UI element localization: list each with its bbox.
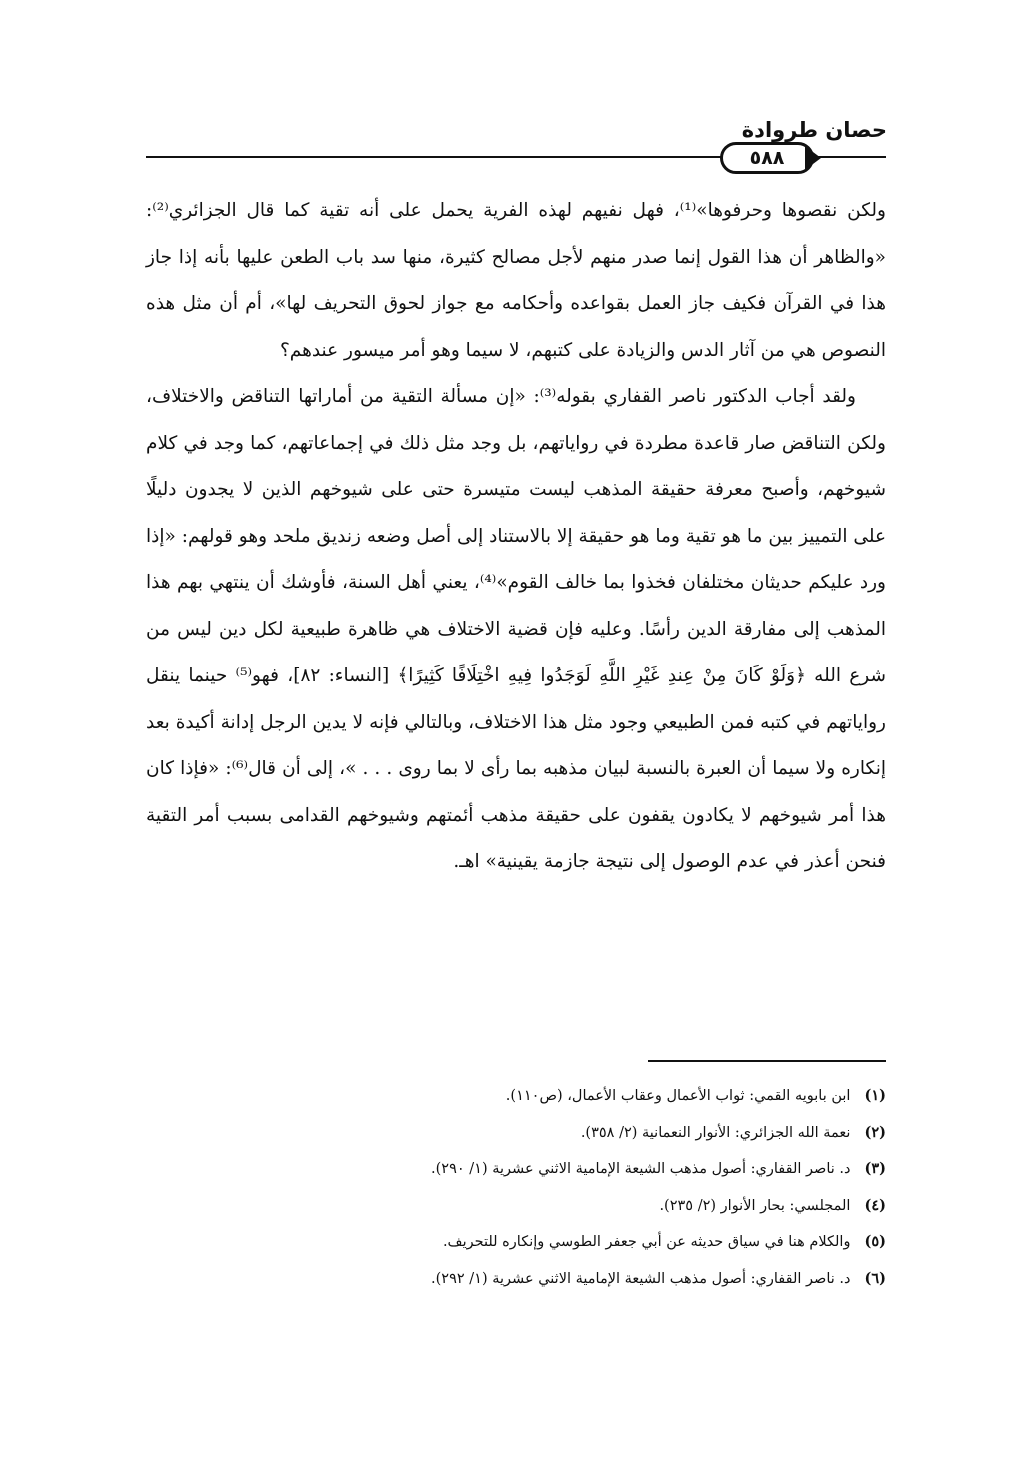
running-header-title: حصان طروادة [741,118,887,142]
main-text [146,188,886,886]
footnote-number: (٦) [864,1269,886,1287]
footnote-text: المجلسي: بحار الأنوار (٢/ ٢٣٥). [659,1197,851,1214]
footnote-number: (٥) [864,1233,886,1251]
footnote-number: (٤) [864,1196,886,1214]
page-number-badge: ٥٨٨ [720,142,814,174]
footnote-4 [146,1188,886,1225]
footnotes-list [146,1078,886,1298]
footnote-1 [146,1078,886,1115]
paragraph-1: ولكن نقصوها وحرفوها»⁽¹⁾، فهل نفيهم لهذه الفرية يحمل على أنه تقية كما قال الجزائري⁽²⁾: «والظاهر أن هذا القول إنما صدر منهم لأجل مصالح كثيرة، منها سد باب الطعن عليها بأنه إذا جاز هذا في القرآن فكيف جاز العمل بقواعده وأحكامه مع جواز لحوق التحريف لها»، أم أن مثل هذه النصوص هي من آثار الدس والزيادة على كتبهم، لا سيما وهو أمر ميسور عندهم؟ [146,200,886,361]
page-number-badge-arrow [805,146,821,170]
footnote-5 [146,1224,886,1261]
paragraph-2: ولقد أجاب الدكتور ناصر القفاري بقوله⁽³⁾: «إن مسألة التقية من أماراتها التناقض والاختلاف، ولكن التناقض صار قاعدة مطردة في رواياتهم، بل وجد مثل ذلك في إجماعاتهم، كما وجد في كلام شيوخهم، وأصبح معرفة حقيقة المذهب ليست متيسرة حتى على شيوخهم الذين لا يجدون دليلًا على التمييز بين ما هو تقية وما هو حقيقة إلا بالاستناد إلى أصل وضعه زنديق ملحد وهو قولهم: «إذا ورد عليكم حديثان مختلفان فخذوا بما خالف القوم»⁽⁴⁾، يعني أهل السنة، فأوشك أن ينتهي بهم هذا المذهب إلى مفارقة الدين رأسًا. وعليه فإن قضية الاختلاف هي ظاهرة طبيعية لكل دين ليس من شرع الله ﴿وَلَوْ كَانَ مِنْ عِندِ غَيْرِ اللَّهِ لَوَجَدُوا فِيهِ اخْتِلَافًا كَثِيرًا﴾ [النساء: ٨٢]، فهو⁽⁵⁾ حينما ينقل رواياتهم في كتبه فمن الطبيعي وجود مثل هذا الاختلاف، وبالتالي فإنه لا يدين الرجل إدانة أكيدة بعد إنكاره ولا سيما أن العبرة بالنسبة لبيان مذهبه بما رأى لا بما روى . . . »، إلى أن قال⁽⁶⁾: «فإذا كان هذا أمر شيوخهم لا يكادون يقفون على حقيقة مذهب أئمتهم وشيوخهم القدامى بسبب أمر التقية فنحن أعذر في عدم الوصول إلى نتيجة جازمة يقينية» اهـ. [146,386,887,872]
footnote-3 [146,1151,886,1188]
footnote-2 [146,1115,886,1152]
footnote-text: د. ناصر القفاري: أصول مذهب الشيعة الإمامية الاثني عشرية (١/ ٢٩٢). [431,1270,851,1287]
footnote-number: (٣) [864,1160,886,1178]
footnote-number: (٢) [864,1123,886,1141]
footnote-text: د. ناصر القفاري: أصول مذهب الشيعة الإمامية الاثني عشرية (١/ ٢٩٠). [431,1161,851,1178]
footnote-6 [146,1261,886,1298]
footnote-text: ابن بابويه القمي: ثواب الأعمال وعقاب الأعمال، (ص١١٠). [505,1088,851,1104]
footnote-text: نعمة الله الجزائري: الأنوار النعمانية (٢/ ٣٥٨). [580,1124,851,1141]
footnote-number: (١) [864,1087,886,1104]
footnote-separator [648,1060,886,1062]
footnote-text: والكلام هنا في سياق حديثه عن أبي جعفر الطوسي وإنكاره للتحريف. [442,1234,851,1251]
